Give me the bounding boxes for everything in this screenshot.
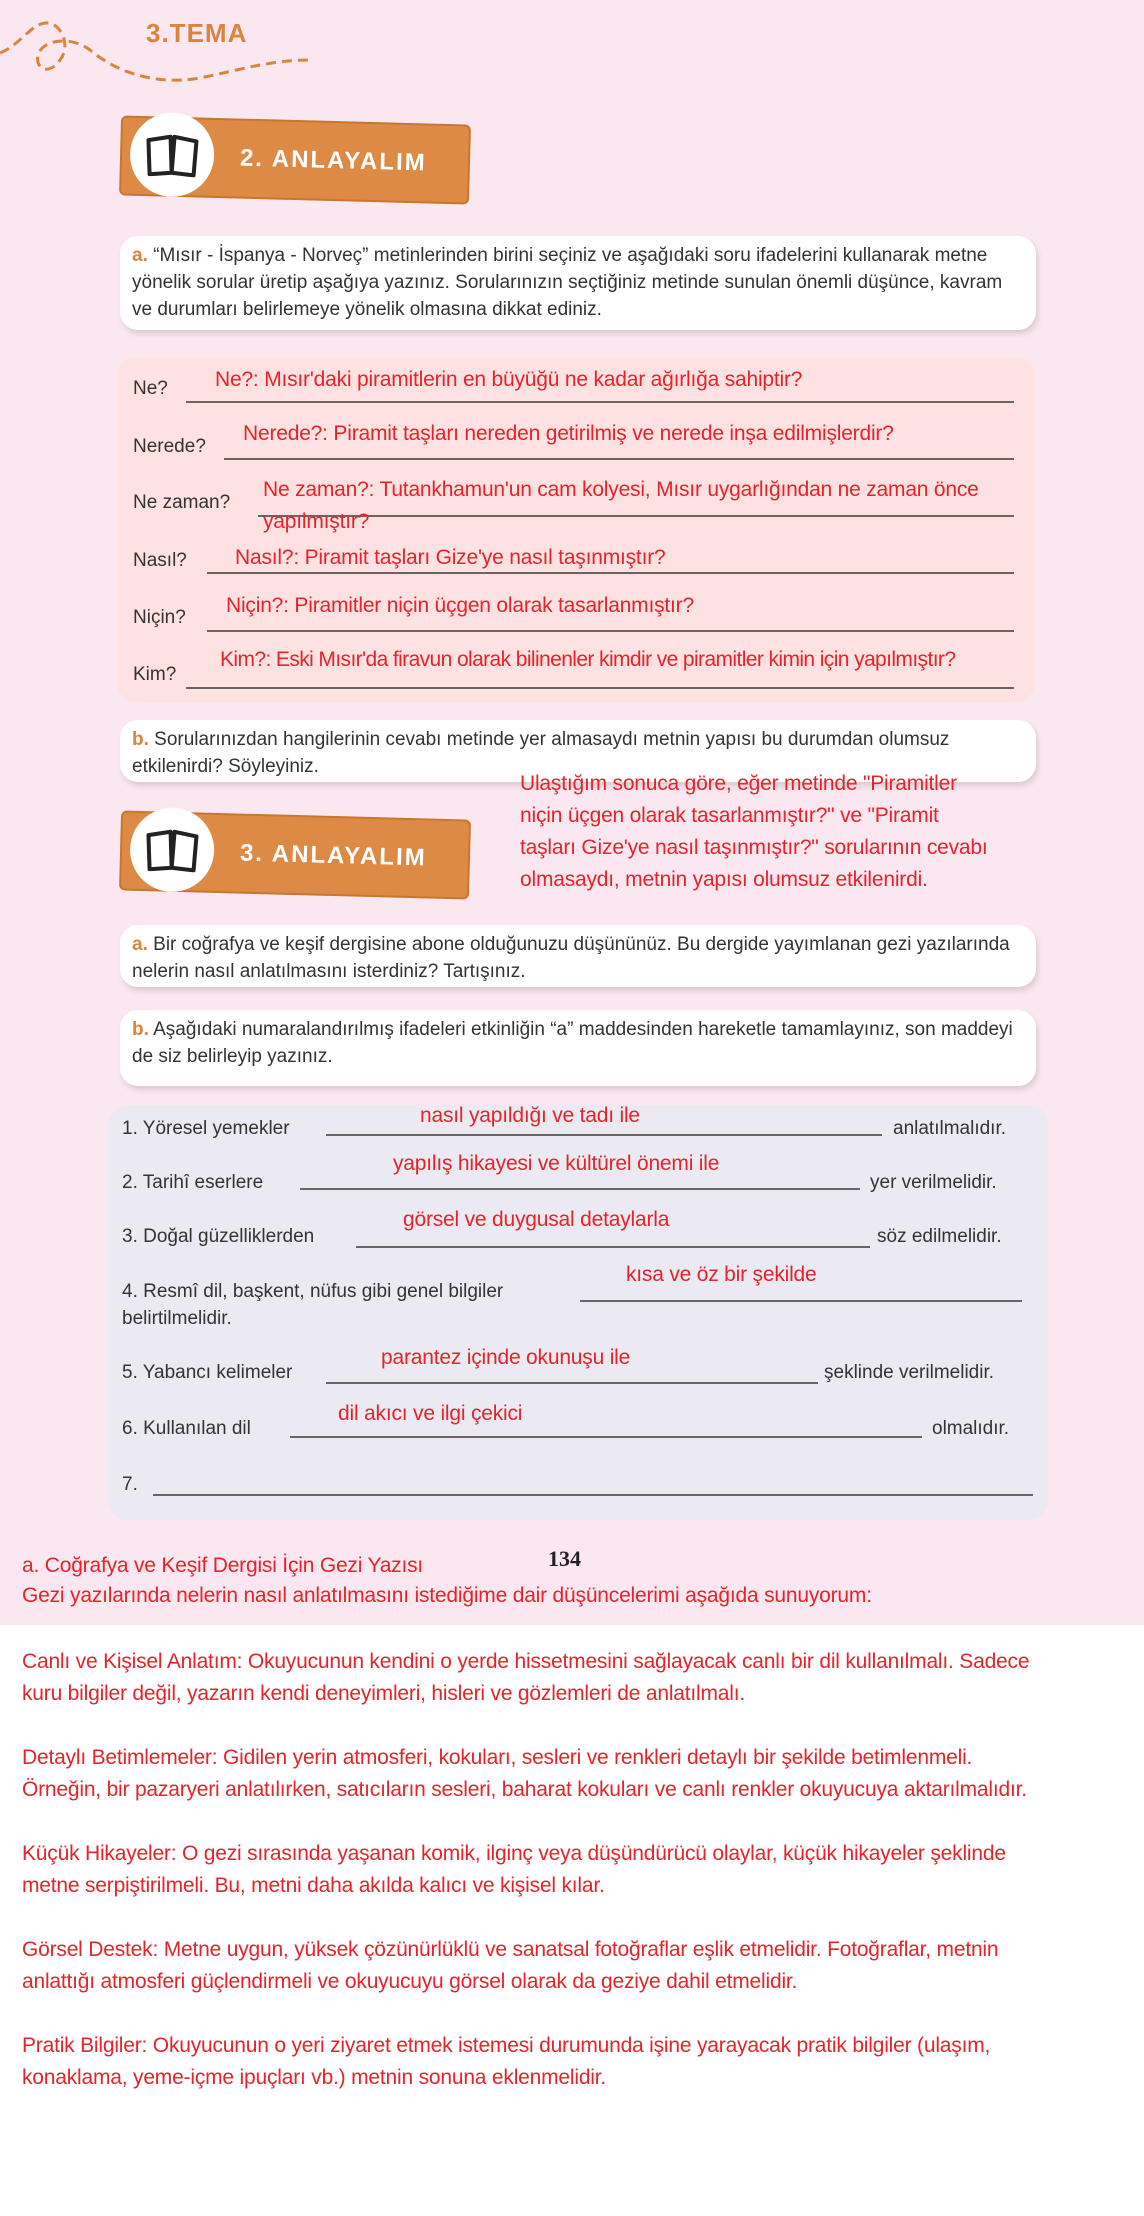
section-2-banner: [119, 115, 471, 204]
item-prefix: 1. Yöresel yemekler: [122, 1118, 290, 1139]
theme-label: 3.TEMA: [146, 18, 248, 48]
item-suffix: söz edilmelidir.: [877, 1226, 1002, 1247]
answer-text[interactable]: Ne?: Mısır'daki piramitlerin en büyüğü ne kadar ağırlığa sahiptir?: [215, 368, 803, 391]
answer-text-continued[interactable]: yapılmıştır?: [263, 510, 370, 533]
question-label: Nasıl?: [133, 550, 187, 571]
essay-paragraph: Detaylı Betimlemeler: Gidilen yerin atmosferi, kokuları, sesleri ve renkleri detaylı bir şekilde betimlenmeli. Örneğin, bir pazaryeri anlatılırken, satıcıların sesleri, baharat kokuları ve canlı renkler okuyucuya aktarılmalıdır.: [22, 1746, 1027, 1801]
answer-text[interactable]: dil akıcı ve ilgi çekici: [338, 1402, 523, 1425]
essay-paragraph: Canlı ve Kişisel Anlatım: Okuyucunun kendini o yerde hissetmesini sağlayacak canlı bir dil kullanılmalı. Sadece kuru bilgiler değil, yazarın kendi deneyimleri, hisleri ve gözlemleri de anlatılmalı.: [22, 1650, 1030, 1705]
answer-line: [186, 687, 1014, 689]
question-label: Ne?: [133, 378, 168, 399]
item-suffix: anlatılmalıdır.: [893, 1118, 1006, 1139]
section-3-title: 3. ANLAYALIM: [239, 839, 428, 872]
section-3b-card: [120, 1010, 1036, 1086]
item-suffix: belirtilmelidir.: [122, 1308, 232, 1329]
item-marker: a.: [132, 934, 148, 955]
answer-line: [258, 515, 1014, 517]
item-prefix: 4. Resmî dil, başkent, nüfus gibi genel bilgiler: [122, 1281, 504, 1302]
answer-text[interactable]: Nerede?: Piramit taşları nereden getirilmiş ve nerede inşa edilmişlerdir?: [243, 422, 894, 445]
item-prefix: 3. Doğal güzelliklerden: [122, 1226, 315, 1247]
answer-text[interactable]: Nasıl?: Piramit taşları Gize'ye nasıl taşınmıştır?: [235, 546, 666, 569]
essay-paragraph: Küçük Hikayeler: O gezi sırasında yaşanan komik, ilginç veya düşündürücü olaylar, küçük hikayeler şeklinde metne serpiştirilmeli. Bu, metni daha akılda kalıcı ve kişisel kılar.: [22, 1842, 1006, 1897]
answer-line-text: taşları Gize'ye nasıl taşınmıştır?" sorularının cevabı: [520, 836, 988, 859]
instruction-text: “Mısır - İspanya - Norveç” metinlerinden birini seçiniz ve aşağıdaki soru ifadelerini kullanarak metne yönelik sorular üretip aşağıya yazınız. Sorularınızın seçtiğiniz metinde sunulan önemli düşünce, kavram ve durumları belirlemeye yönelik olmasına dikkat ediniz.: [132, 245, 1003, 320]
page-number: 134: [548, 1546, 581, 1571]
answer-line: [207, 630, 1014, 632]
answer-line: [356, 1246, 870, 1248]
item-suffix: olmalıdır.: [932, 1418, 1010, 1439]
answer-line: [290, 1436, 922, 1438]
item-marker: b.: [132, 729, 149, 750]
answer-line[interactable]: [153, 1494, 1033, 1496]
answer-line: [580, 1300, 1022, 1302]
book-icon: [129, 807, 215, 893]
answer-text[interactable]: Kim?: Eski Mısır'da firavun olarak bilinenler kimdir ve piramitler kimin için yapılmıştır?: [220, 648, 956, 671]
answer-text[interactable]: nasıl yapıldığı ve tadı ile: [420, 1104, 640, 1127]
section-2-title: 2. ANLAYALIM: [239, 144, 428, 177]
answer-text[interactable]: görsel ve duygusal detaylarla: [403, 1208, 670, 1231]
answer-line: [326, 1134, 882, 1136]
question-label: Ne zaman?: [133, 492, 231, 513]
item-prefix: 7.: [122, 1474, 138, 1495]
item-marker: b.: [132, 1019, 149, 1040]
essay-body: [22, 1646, 1042, 2094]
section-3a-card: [120, 925, 1036, 987]
section-2a-card: [120, 236, 1036, 330]
answer-line-text: Ulaştığım sonuca göre, eğer metinde "Piramitler: [520, 772, 957, 795]
answer-line: [186, 401, 1014, 403]
item-marker: a.: [132, 245, 148, 266]
section-3-banner: [119, 810, 471, 899]
answer-text[interactable]: parantez içinde okunuşu ile: [381, 1346, 631, 1369]
section-2b-answer[interactable]: [520, 768, 1140, 896]
essay-paragraph: Pratik Bilgiler: Okuyucunun o yeri ziyaret etmek istemesi durumunda işine yarayacak pratik bilgiler (ulaşım, konaklama, yeme-içme ipuçları vb.) metnin sonuna eklenmelidir.: [22, 2034, 991, 2089]
answer-line: [300, 1188, 860, 1190]
instruction-text: Bir coğrafya ve keşif dergisine abone olduğunuzu düşününüz. Bu dergide yayımlanan gezi yazılarında nelerin nasıl anlatılmasını isterdiniz? Tartışınız.: [132, 934, 1010, 982]
answer-text[interactable]: Ne zaman?: Tutankhamun'un cam kolyesi, Mısır uygarlığından ne zaman önce: [263, 478, 979, 501]
answer-line-text: olmasaydı, metnin yapısı olumsuz etkilenirdi.: [520, 868, 928, 891]
question-label: Niçin?: [133, 607, 186, 628]
essay-title: a. Coğrafya ve Keşif Dergisi İçin Gezi Yazısı: [22, 1554, 424, 1577]
instruction-text: Sorularınızdan hangilerinin cevabı metinde yer almasaydı metnin yapısı bu durumdan olumsuz etkilenirdi? Söyleyiniz.: [132, 729, 950, 777]
instruction-text: Aşağıdaki numaralandırılmış ifadeleri etkinliğin “a” maddesinden hareketle tamamlayınız, son maddeyi de siz belirleyip yazınız.: [132, 1019, 1013, 1067]
item-prefix: 5. Yabancı kelimeler: [122, 1362, 293, 1383]
book-icon: [129, 112, 215, 198]
item-prefix: 6. Kullanılan dil: [122, 1418, 251, 1439]
answer-line: [207, 572, 1014, 574]
answer-line: [326, 1382, 818, 1384]
item-prefix: 2. Tarihî eserlere: [122, 1172, 264, 1193]
answer-line: [224, 458, 1014, 460]
item-suffix: şeklinde verilmelidir.: [824, 1362, 995, 1383]
item-suffix: yer verilmelidir.: [870, 1172, 997, 1193]
answer-text[interactable]: yapılış hikayesi ve kültürel önemi ile: [393, 1152, 720, 1175]
essay-intro: Gezi yazılarında nelerin nasıl anlatılmasını istediğime dair düşüncelerimi aşağıda sunuyorum:: [22, 1584, 872, 1607]
answer-text[interactable]: kısa ve öz bir şekilde: [626, 1263, 817, 1286]
answer-text[interactable]: Niçin?: Piramitler niçin üçgen olarak tasarlanmıştır?: [226, 594, 694, 617]
answer-line-text: niçin üçgen olarak tasarlanmıştır?" ve "Piramit: [520, 804, 939, 827]
question-label: Nerede?: [133, 436, 206, 457]
question-label: Kim?: [133, 664, 177, 685]
essay-paragraph: Görsel Destek: Metne uygun, yüksek çözünürlüklü ve sanatsal fotoğraflar eşlik etmelidir. Fotoğraflar, metnin anlattığı atmosferi güçlendirmeli ve okuyucuyu görsel olarak da geziye dahil etmelidir.: [22, 1938, 999, 1993]
